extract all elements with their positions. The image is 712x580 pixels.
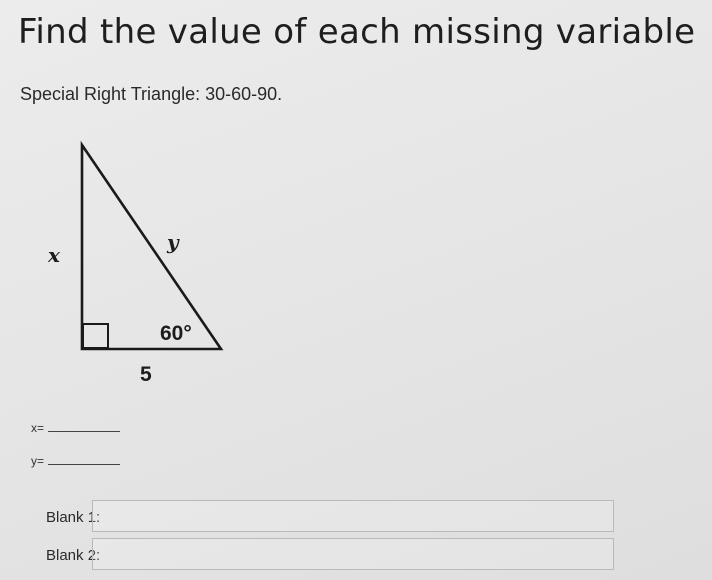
x-prompt: x=: [31, 421, 45, 435]
x-answer-underline: [48, 421, 120, 432]
triangle-shape: [82, 145, 221, 349]
blank-2-input[interactable]: [92, 538, 614, 570]
label-x: x: [48, 243, 60, 267]
label-y: y: [167, 230, 179, 254]
right-angle-marker: [83, 324, 108, 348]
blank-row-1: [46, 500, 616, 534]
blank-2-label: Blank 2:: [46, 547, 101, 564]
y-prompt: y=: [31, 454, 45, 468]
y-answer-line: [31, 454, 120, 468]
blank-1-input[interactable]: [92, 500, 614, 532]
x-answer-line: [31, 421, 120, 435]
blank-row-2: [46, 538, 616, 572]
base-label: 5: [140, 363, 152, 386]
problem-subtitle: Special Right Triangle: 30-60-90.: [20, 84, 283, 104]
angle-label: 60°: [160, 322, 192, 345]
blank-1-label: Blank 1:: [46, 509, 101, 526]
page-title: Find the value of each missing variable: [18, 12, 696, 52]
y-answer-underline: [48, 454, 120, 465]
